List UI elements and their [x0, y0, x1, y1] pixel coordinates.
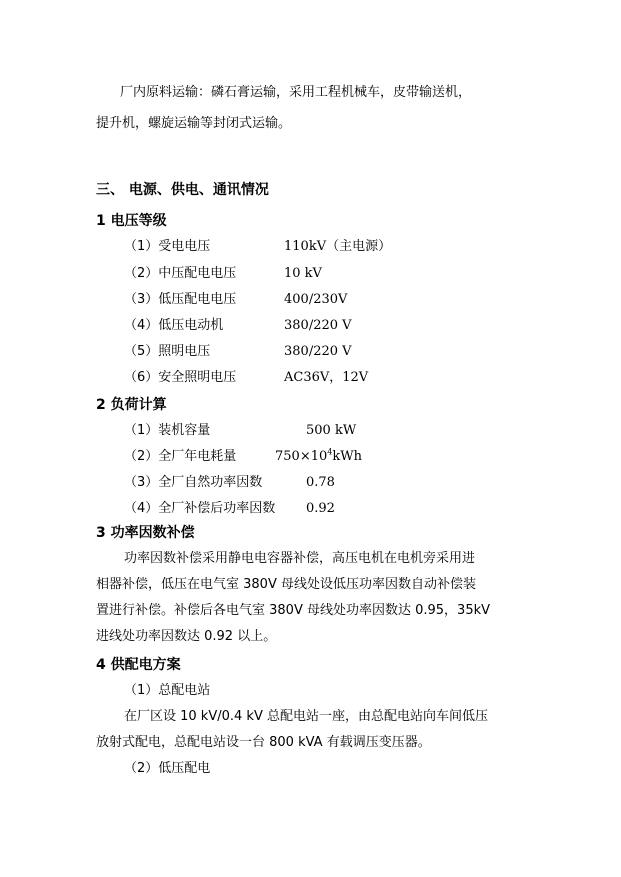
subheading: （1）总配电站 — [124, 683, 211, 698]
list-item-value: 380/220 V — [284, 318, 352, 333]
list-item-label: （3）全厂自然功率因数 — [124, 475, 263, 490]
paragraph-line: 相器补偿，低压在电气室 380V 母线处设低压功率因数自动补偿装 — [96, 577, 476, 592]
paragraph-line: 厂内原料运输：磷石膏运输，采用工程机械车，皮带输送机， — [120, 85, 472, 100]
list-item-value: AC36V，12V — [284, 370, 369, 385]
list-item-value: 380/220 V — [284, 344, 352, 359]
paragraph-line: 进线处功率因数达 0.92 以上。 — [96, 629, 277, 644]
paragraph-line: 在厂区设 10 kV/0.4 kV 总配电站一座，由总配电站向车间低压 — [124, 709, 488, 724]
list-item-label: （4）全厂补偿后功率因数 — [124, 501, 276, 516]
list-item-value: 110kV（主电源） — [284, 239, 392, 254]
section-title: 三、 电源、供电、通讯情况 — [96, 182, 269, 198]
list-item-label: （2）全厂年电耗量 — [124, 449, 237, 464]
heading-pfc: 3 功率因数补偿 — [96, 525, 195, 541]
heading-supply: 4 供配电方案 — [96, 657, 181, 673]
paragraph-line: 提升机，螺旋运输等封闭式运输。 — [96, 116, 292, 131]
list-item-value: 0.78 — [306, 475, 335, 490]
list-item-label: （4）低压电动机 — [124, 318, 224, 333]
list-item-label: （3）低压配电电压 — [124, 292, 237, 307]
list-item-value: 400/230V — [284, 292, 348, 307]
heading-load: 2 负荷计算 — [96, 397, 167, 413]
list-item-value: 0.92 — [306, 501, 335, 516]
paragraph-line: 功率因数补偿采用静电电容器补偿，高压电机在电机旁采用进 — [124, 551, 476, 566]
heading-voltage: 1 电压等级 — [96, 213, 167, 229]
paragraph-line: 放射式配电，总配电站设一台 800 kVA 有载调压变压器。 — [96, 735, 431, 750]
list-item-label: （1）受电电压 — [124, 239, 211, 254]
list-item-value: 10 kV — [284, 266, 322, 281]
subheading: （2）低压配电 — [124, 761, 211, 776]
paragraph-line: 置进行补偿。补偿后各电气室 380V 母线处功率因数达 0.95，35kV — [96, 603, 491, 618]
list-item-label: （1）装机容量 — [124, 423, 211, 438]
list-item-value: $750\times 10^4kWh$ — [275, 447, 362, 464]
list-item-label: （5）照明电压 — [124, 344, 211, 359]
list-item-label: （2）中压配电电压 — [124, 266, 237, 281]
list-item-value: 500 kW — [306, 423, 357, 438]
list-item-label: （6）安全照明电压 — [124, 370, 237, 385]
